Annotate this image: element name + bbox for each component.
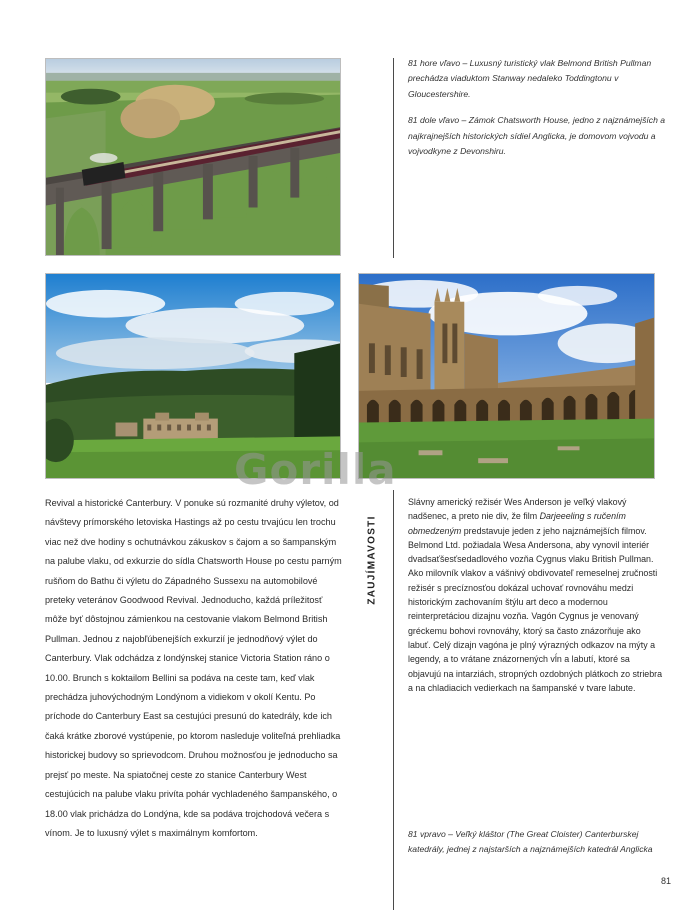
sidebar-text-start: Slávny americký režisér Wes Anderson je veľký vlakový nadšenec, a preto nie div, že film <box>408 497 627 522</box>
page-number: 81 <box>661 876 672 886</box>
sidebar-text-end: predstavuje jeden z jeho najznámejších filmov. Belmond Ltd. požiadala Wesa Andersona, aby vynovil interiér dvadsaťšesťsedadlového vozňa Cygnus vlaku British Pullman. Ako milovník vlakov a vášnivý obdivovateľ remeselnej zručnosti režisér s precíznosťou dokázal uchovať rovnováhu medzi historickým zachovaním štýlu art deco a modernou reinterpretáciou dizajnu vozňa. Vagón Cygnus je venovaný gréckemu bohovi rovnováhy, ktorý sa často znázorňuje ako labuť. Celý dizajn vagóna je plný výrazných odkazov na mýty a legendy, a to vrátane znázornených vĺn a labutí, ktoré sa objavujú na intarziách, stropných ozdobných plátkoch zo striebra a na chladiacich vedierkach na šampanské v tvare labute. <box>408 525 663 693</box>
watermark: Gorilla <box>234 445 397 494</box>
photo-captions-top <box>408 56 666 170</box>
film-title: Darjeeeling s ručením obmedzeným <box>408 511 626 536</box>
sidebar-heading-text: ZAUJÍMAVOSTI <box>366 515 378 605</box>
column-divider-bottom <box>393 490 394 910</box>
sidebar-text <box>408 495 664 695</box>
column-divider-top <box>393 58 394 258</box>
sidebar-heading <box>352 500 392 620</box>
caption-bottom-left: 81 dole vľavo – Zámok Chatsworth House, jedno z najznámejších a najkrajnejších historických sídiel Anglicka, je domovom vojvodu a vojvodkyne z Devonshiru. <box>408 115 666 157</box>
caption-top-left: 81 hore vľavo – Luxusný turistický vlak Belmond British Pullman prechádza viaduktom Stanway nedaleko Toddingtonu v Gloucestershire. <box>408 58 652 99</box>
photo-train-viaduct <box>45 58 341 256</box>
photo-canterbury-cloister <box>358 273 655 479</box>
caption-right: 81 vpravo – Veľký kláštor (The Great Cloister) Canterburskej katedrály, jednej z najstarších a najznámejších katedrál Anglicka <box>408 829 653 855</box>
article-body-text: Revival a historické Canterbury. V ponuke sú rozmanité druhy výletov, od návštevy prímorského letoviska Hastings až po cestu trvajúcu len trochu viac než dve hodiny s ochutnávkou zákuskov s čajom a so šampanským na palube vlaku, od exkurzie do sídla Chatsworth House po cestu parným rušňom do Bathu či výletu do Západného Sussexu na automobilové preteky veteránov Goodwood Revival. Jednoducho, každá príležitosť môže byť dôstojnou zámienkou na cestovanie vlakom Belmond British Pullman. Jednou z najobľúbenejších exkurzií je jednodňový výlet do Canterbury. Vlak odchádza z londýnskej stanice Victoria Station ráno o 10.00. Brunch s koktailom Bellini sa podáva na ceste tam, keď vlak prechádza juhovýchodným Londýnom a vidiekom v okolí Kentu. Po príchode do Canterbury East sa cestujúci presunú do katedrály, kde ich čaká krátke zborové vystúpenie, po ktorom nasleduje voliteľná prehliadka historickej budovy so sprievodcom. Druhou možnosťou je jednoducho sa prejsť po meste. Na spiatočnej ceste zo stanice Canterbury West cestujúcich na palube vlaku privíta pohár vychladeného šampanského, o 18.00 vlak prichádza do Londýna, kde sa podáva trojchodová večera s vínom. Je to luxusný výlet s maximálnym komfortom. <box>45 498 342 838</box>
